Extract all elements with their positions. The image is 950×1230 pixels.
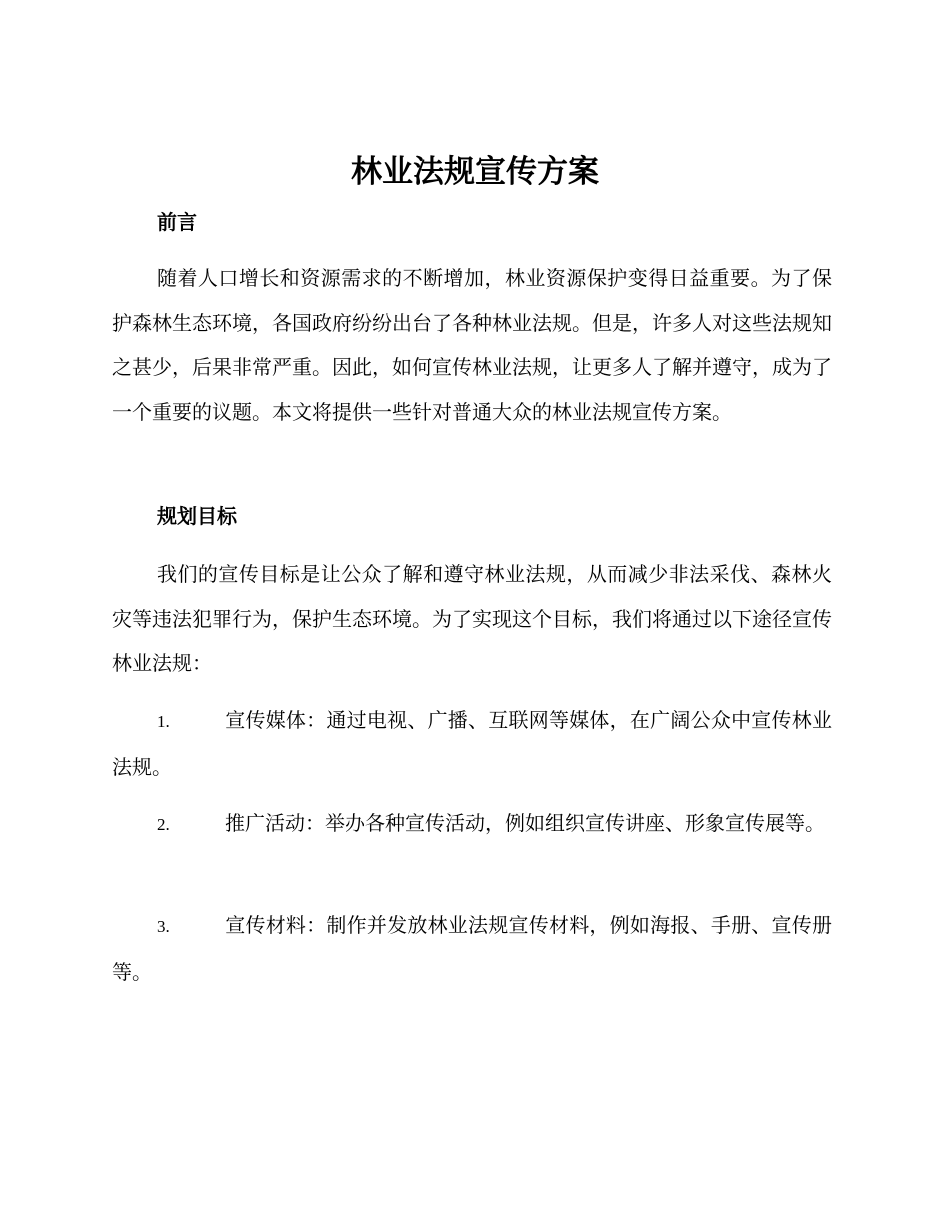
document-title: 林业法规宣传方案 — [351, 154, 599, 190]
preface-paragraph: 随着人口增长和资源需求的不断增加，林业资源保护变得日益重要。为了保护森林生态环境，各国政府纷纷出台了各种林业法规。但是，许多人对这些法规知之甚少，后果非常严重。因此，如何宣传林业法规，让更多人了解并遵守，成为了一个重要的议题。本文将提供一些针对普通大众的林业法规宣传方案。 — [112, 266, 832, 424]
list-number: 2. — [157, 815, 170, 834]
goals-paragraph: 我们的宣传目标是让公众了解和遵守林业法规，从而减少非法采伐、森林火灾等违法犯罪行为，保护生态环境。为了实现这个目标，我们将通过以下途径宣传林业法规： — [112, 562, 832, 675]
list-item-1 — [112, 698, 832, 789]
list-item-3 — [112, 903, 832, 994]
list-number: 1. — [157, 712, 170, 731]
section-heading-preface: 前言 — [157, 210, 197, 234]
list-number: 3. — [157, 917, 170, 936]
list-text: 宣传媒体：通过电视、广播、互联网等媒体，在广阔公众中宣传林业法规。 — [112, 708, 832, 779]
list-text: 宣传材料：制作并发放林业法规宣传材料，例如海报、手册、宣传册等。 — [112, 913, 832, 984]
list-item-2 — [112, 801, 832, 848]
section-heading-goals: 规划目标 — [157, 504, 237, 528]
list-text: 推广活动：举办各种宣传活动，例如组织宣传讲座、形象宣传展等。 — [225, 811, 825, 835]
